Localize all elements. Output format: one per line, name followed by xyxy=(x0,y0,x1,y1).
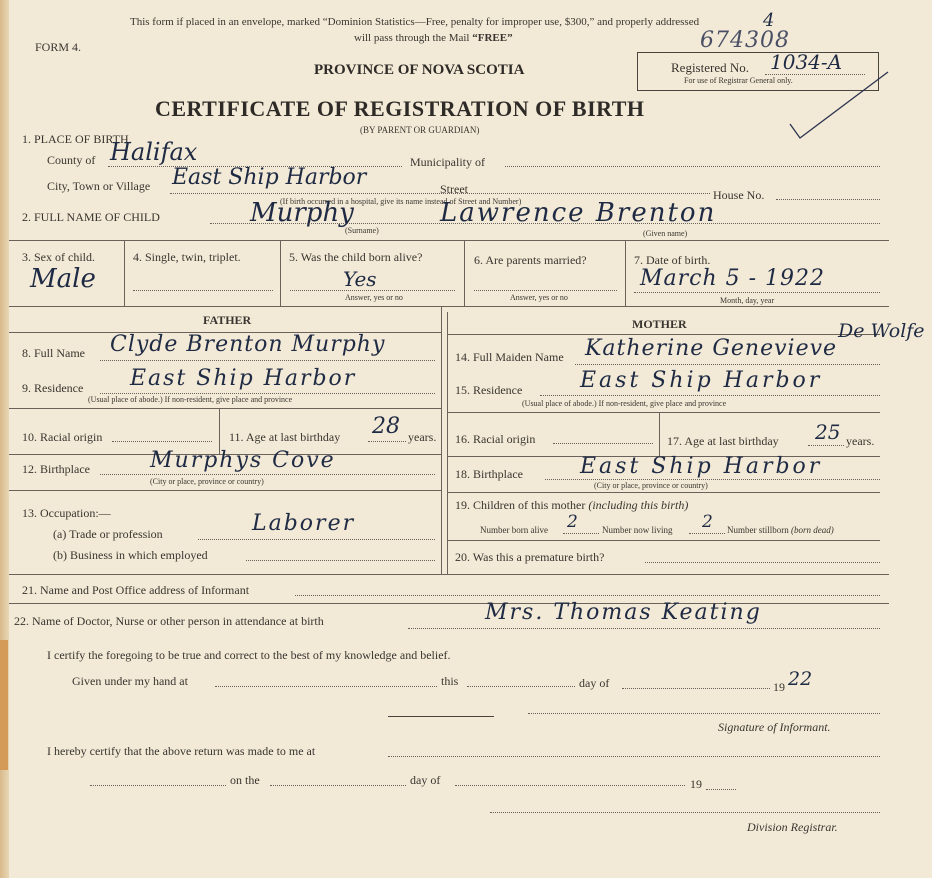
sex-value: Male xyxy=(30,264,96,294)
mother-age-value: 25 xyxy=(815,420,841,444)
given-name-caption: (Given name) xyxy=(643,229,688,238)
date-of-birth-label: 7. Date of birth. xyxy=(634,253,711,267)
born-alive-count-label: Number born alive xyxy=(480,525,548,535)
registrar-certify-text: I hereby certify that the above return was made to me at xyxy=(47,744,316,758)
mother-residence-label: 15. Residence xyxy=(455,383,523,397)
certificate-title: CERTIFICATE OF REGISTRATION OF BIRTH xyxy=(155,96,645,121)
stillborn-label-text: Number stillborn xyxy=(727,525,789,535)
occupation-label: 13. Occupation:— xyxy=(22,506,111,520)
father-birthplace-caption: (City or place, province or country) xyxy=(150,477,264,486)
father-residence-caption xyxy=(88,395,292,404)
born-alive-count-value: 2 xyxy=(567,512,578,532)
mailing-notice-prefix: will pass through the Mail xyxy=(354,32,470,44)
this-label: this xyxy=(441,674,459,688)
mailing-notice-line2 xyxy=(354,32,513,44)
now-living-value: 2 xyxy=(702,512,713,532)
attendant-value: Mrs. Thomas Keating xyxy=(485,600,762,625)
mother-heading: MOTHER xyxy=(632,317,687,331)
father-residence-label: 9. Residence xyxy=(22,381,84,395)
registered-no-value: 1034-A xyxy=(770,50,843,74)
year-prefix: 19 xyxy=(773,680,785,694)
father-age-unit: years. xyxy=(408,430,437,444)
date-of-birth-value: March 5 - 1922 xyxy=(640,266,826,291)
born-alive-value: Yes xyxy=(343,267,377,291)
county-value: Halifax xyxy=(110,138,198,166)
mother-residence-caption-a: (Usual place of abode.) xyxy=(522,399,597,408)
municipality-label: Municipality of xyxy=(410,155,485,169)
paper-tab xyxy=(0,640,8,770)
mother-age-label: 17. Age at last birthday xyxy=(667,434,779,448)
mother-maiden-name-extra: De Wolfe xyxy=(838,320,925,342)
parents-married-caption: Answer, yes or no xyxy=(510,293,568,302)
house-no-label: House No. xyxy=(713,188,765,202)
father-age-value: 28 xyxy=(372,414,400,439)
mother-age-unit: years. xyxy=(846,434,875,448)
mother-birthplace-caption: (City or place, province or country) xyxy=(594,481,708,490)
handwritten-mark-top: 4 xyxy=(763,10,775,31)
father-residence-caption-b: If non-resident, give place and province xyxy=(164,395,293,404)
father-name-label: 8. Full Name xyxy=(22,346,85,360)
handwritten-number-top: 674308 xyxy=(700,28,790,53)
surname-caption: (Surname) xyxy=(345,226,379,235)
children-label xyxy=(455,498,688,513)
stillborn-label xyxy=(727,525,834,535)
plurality-label: 4. Single, twin, triplet. xyxy=(133,250,241,264)
born-alive-question-label: 5. Was the child born alive? xyxy=(289,250,423,264)
certify-text: I certify the foregoing to be true and correct to the best of my knowledge and belief. xyxy=(47,648,451,662)
day-of-label: day of xyxy=(579,676,610,690)
registered-no-note: For use of Registrar General only. xyxy=(684,76,793,85)
mother-residence-caption xyxy=(522,399,726,408)
stillborn-note: (born dead) xyxy=(791,525,834,535)
father-age-label: 11. Age at last birthday xyxy=(229,430,341,444)
form-number: FORM 4. xyxy=(35,40,82,54)
street-label: Street xyxy=(440,182,468,196)
father-residence-caption-a: (Usual place of abode.) xyxy=(88,395,163,404)
day-of-label-2: day of xyxy=(410,773,441,787)
check-mark-icon xyxy=(760,62,900,142)
county-label: County of xyxy=(47,153,96,167)
father-birthplace-label: 12. Birthplace xyxy=(22,462,90,476)
business-label: (b) Business in which employed xyxy=(53,548,208,562)
father-racial-origin-label: 10. Racial origin xyxy=(22,430,103,444)
sex-label: 3. Sex of child. xyxy=(22,250,95,264)
city-town-village-value: East Ship Harbor xyxy=(172,165,367,190)
now-living-label: Number now living xyxy=(602,525,673,535)
mailing-notice-line1: This form if placed in an envelope, marked “Dominion Statistics—Free, penalty for improper use, $300,” and properly addressed xyxy=(130,16,700,28)
child-surname-value: Murphy xyxy=(250,198,354,228)
child-name-label: 2. FULL NAME OF CHILD xyxy=(22,210,160,224)
father-name-value: Clyde Brenton Murphy xyxy=(110,332,386,357)
premature-birth-label: 20. Was this a premature birth? xyxy=(455,550,605,564)
father-heading: FATHER xyxy=(203,313,252,327)
born-alive-caption: Answer, yes or no xyxy=(345,293,403,302)
father-residence-value: East Ship Harbor xyxy=(130,366,357,391)
date-of-birth-caption: Month, day, year xyxy=(720,296,775,305)
child-given-name-value: Lawrence Brenton xyxy=(440,198,717,228)
mother-maiden-name-value: Katherine Genevieve xyxy=(585,336,838,361)
mailing-notice-free: “FREE” xyxy=(472,32,513,44)
parents-married-label: 6. Are parents married? xyxy=(474,253,587,267)
year-prefix-2: 19 xyxy=(690,777,702,791)
informant-label: 21. Name and Post Office address of Informant xyxy=(22,583,250,597)
registered-no-label: Registered No. xyxy=(671,60,749,75)
mother-residence-value: East Ship Harbor xyxy=(580,368,823,393)
place-of-birth-label: 1. PLACE OF BIRTH. xyxy=(22,132,132,146)
registrar-signature-label: Division Registrar. xyxy=(747,820,838,834)
mother-birthplace-value: East Ship Harbor xyxy=(580,454,823,479)
attendant-label: 22. Name of Doctor, Nurse or other person in attendance at birth xyxy=(14,614,324,628)
children-label-italic: (including this birth) xyxy=(588,498,689,512)
children-label-text: 19. Children of this mother xyxy=(455,498,586,512)
mother-racial-origin-label: 16. Racial origin xyxy=(455,432,536,446)
city-town-village-label: City, Town or Village xyxy=(47,179,151,193)
mother-residence-caption-b: If non-resident, give place and province xyxy=(598,399,727,408)
mother-birthplace-label: 18. Birthplace xyxy=(455,467,523,481)
given-under-hand-label: Given under my hand at xyxy=(72,674,188,688)
hospital-note: (If birth occurred in a hospital, give its name instead of Street and Number) xyxy=(280,197,522,206)
informant-signature-label: Signature of Informant. xyxy=(718,720,831,734)
certificate-subtitle: (BY PARENT OR GUARDIAN) xyxy=(360,125,480,135)
trade-label: (a) Trade or profession xyxy=(53,527,163,541)
mother-maiden-name-label: 14. Full Maiden Name xyxy=(455,350,564,364)
trade-value: Laborer xyxy=(252,511,356,536)
father-birthplace-value: Murphys Cove xyxy=(150,448,336,473)
province-heading: PROVINCE OF NOVA SCOTIA xyxy=(314,62,525,78)
on-the-label: on the xyxy=(230,773,260,787)
year-value: 22 xyxy=(788,668,813,690)
